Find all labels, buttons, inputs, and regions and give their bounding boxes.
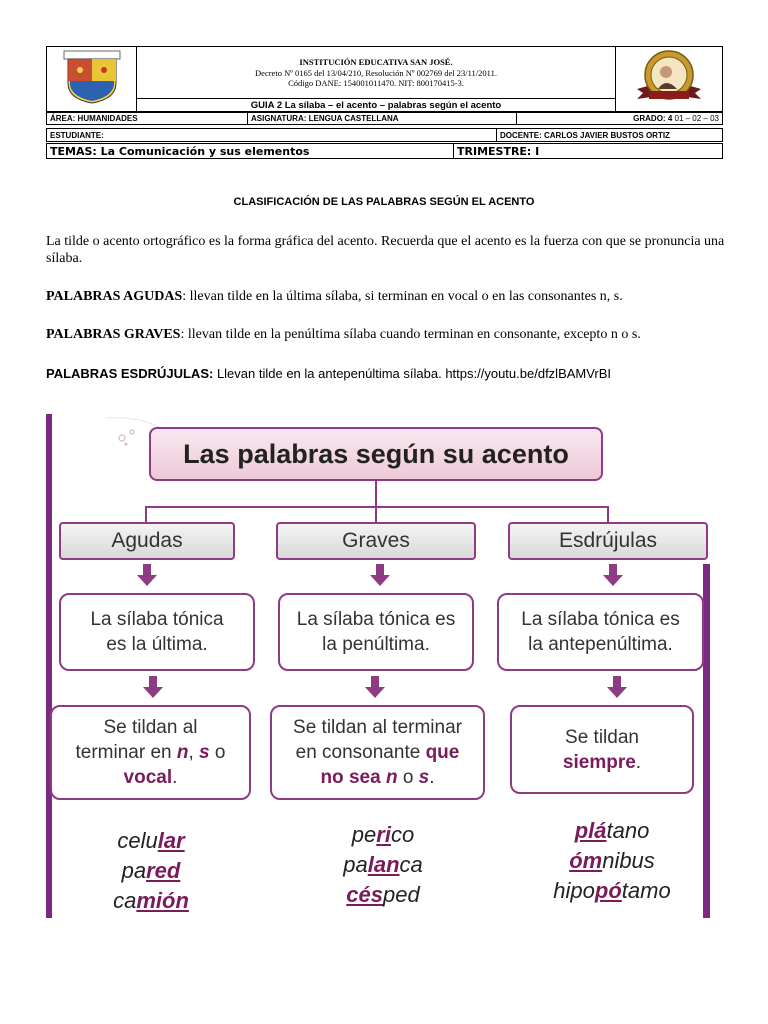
esdrujulas-examples xyxy=(522,816,702,906)
graves-text: : llevan tilde en la penúltima sílaba cuando terminan en consonante, excepto n o s. xyxy=(180,327,641,342)
connector-horizontal xyxy=(145,506,609,508)
student-label: ESTUDIANTE: xyxy=(47,129,497,142)
seal-cell xyxy=(616,47,723,113)
accent-diagram xyxy=(46,414,710,918)
topics-table xyxy=(46,143,723,159)
teacher-label: DOCENTE: CARLOS JAVIER BUSTOS ORTIZ xyxy=(497,129,723,142)
example-word: camión xyxy=(113,888,189,913)
graves-examples xyxy=(308,820,458,910)
example-word: celular xyxy=(117,828,185,853)
example-word: césped xyxy=(346,882,420,907)
diagram-title: Las palabras según su acento xyxy=(149,427,603,481)
graves-term: PALABRAS GRAVES xyxy=(46,327,181,342)
esdrujulas-header: Esdrújulas xyxy=(508,522,708,560)
agudas-term: PALABRAS AGUDAS xyxy=(46,289,183,304)
example-word: plátano xyxy=(574,818,650,843)
header-table xyxy=(46,46,723,113)
agudas-rule: La sílaba tónica es la última. xyxy=(59,593,255,671)
area-label: ÁREA: HUMANIDADES xyxy=(47,112,248,125)
esdrujulas-rule: La sílaba tónica es la antepenúltima. xyxy=(497,593,704,671)
esdrujulas-paragraph xyxy=(46,365,726,382)
example-word: hipopótamo xyxy=(553,878,671,903)
graves-header: Graves xyxy=(276,522,476,560)
down-arrow-icon xyxy=(137,564,157,586)
video-link[interactable]: https://youtu.be/dfzlBAMVrBI xyxy=(445,366,612,381)
agudas-header: Agudas xyxy=(59,522,235,560)
example-word: palanca xyxy=(343,852,423,877)
down-arrow-icon xyxy=(603,564,623,586)
grade-groups: 01 – 02 – 03 xyxy=(672,113,719,123)
coat-of-arms-icon xyxy=(60,49,124,105)
graves-tilde-rule: Se tildan al terminar en consonante que no sea n o s. xyxy=(270,705,485,800)
esdrujulas-tilde-rule: Se tildan siempre. xyxy=(510,705,694,794)
people-table xyxy=(46,128,723,142)
down-arrow-icon xyxy=(143,676,163,698)
down-arrow-icon xyxy=(370,564,390,586)
grade-label: GRADO: 4 01 – 02 – 03 xyxy=(517,112,723,125)
subject-label: ASIGNATURA: LENGUA CASTELLANA xyxy=(248,112,517,125)
agudas-examples xyxy=(76,826,226,916)
logo-cell xyxy=(47,47,137,113)
decree-text: Decreto Nº 0165 del 13/04/210, Resolución Nº 002769 del 23/11/2011. xyxy=(255,67,497,78)
connector-vertical xyxy=(375,481,377,507)
down-arrow-icon xyxy=(365,676,385,698)
example-word: ómnibus xyxy=(569,848,655,873)
codes-text: Código DANE: 154001011470. NIT: 800170415-3. xyxy=(288,78,464,89)
esdrujulas-text: Llevan tilde en la antepenúltima sílaba. xyxy=(213,366,446,381)
esdrujulas-term: PALABRAS ESDRÚJULAS: xyxy=(46,366,214,381)
graves-paragraph xyxy=(46,326,726,343)
page-title: CLASIFICACIÓN DE LAS PALABRAS SEGÚN EL ACENTO xyxy=(233,196,535,208)
graves-rule: La sílaba tónica es la penúltima. xyxy=(278,593,474,671)
right-accent-bar xyxy=(703,564,710,918)
example-word: perico xyxy=(351,822,415,847)
info-table xyxy=(46,111,723,125)
example-word: pared xyxy=(121,858,181,883)
agudas-tilde-rule: Se tildan al terminar en n, s o vocal. xyxy=(50,705,251,800)
agudas-text: : llevan tilde en la última sílaba, si terminan en vocal o en las consonantes n, s. xyxy=(182,289,623,304)
institution-cell xyxy=(137,47,616,99)
agudas-paragraph xyxy=(46,288,726,305)
intro-paragraph: La tilde o acento ortográfico es la forma gráfica del acento. Recuerda que el acento es la fuerza con que se pronuncia una sílaba. xyxy=(46,234,725,266)
school-seal-icon xyxy=(633,47,705,107)
topics-label: TEMAS: La Comunicación y sus elementos xyxy=(47,144,454,159)
term-label: TRIMESTRE: I xyxy=(454,144,723,159)
down-arrow-icon xyxy=(607,676,627,698)
guide-title: GUIA 2 La sílaba – el acento – palabras según el acento xyxy=(137,99,616,113)
institution-name: INSTITUCIÓN EDUCATIVA SAN JOSÉ. xyxy=(299,57,453,68)
